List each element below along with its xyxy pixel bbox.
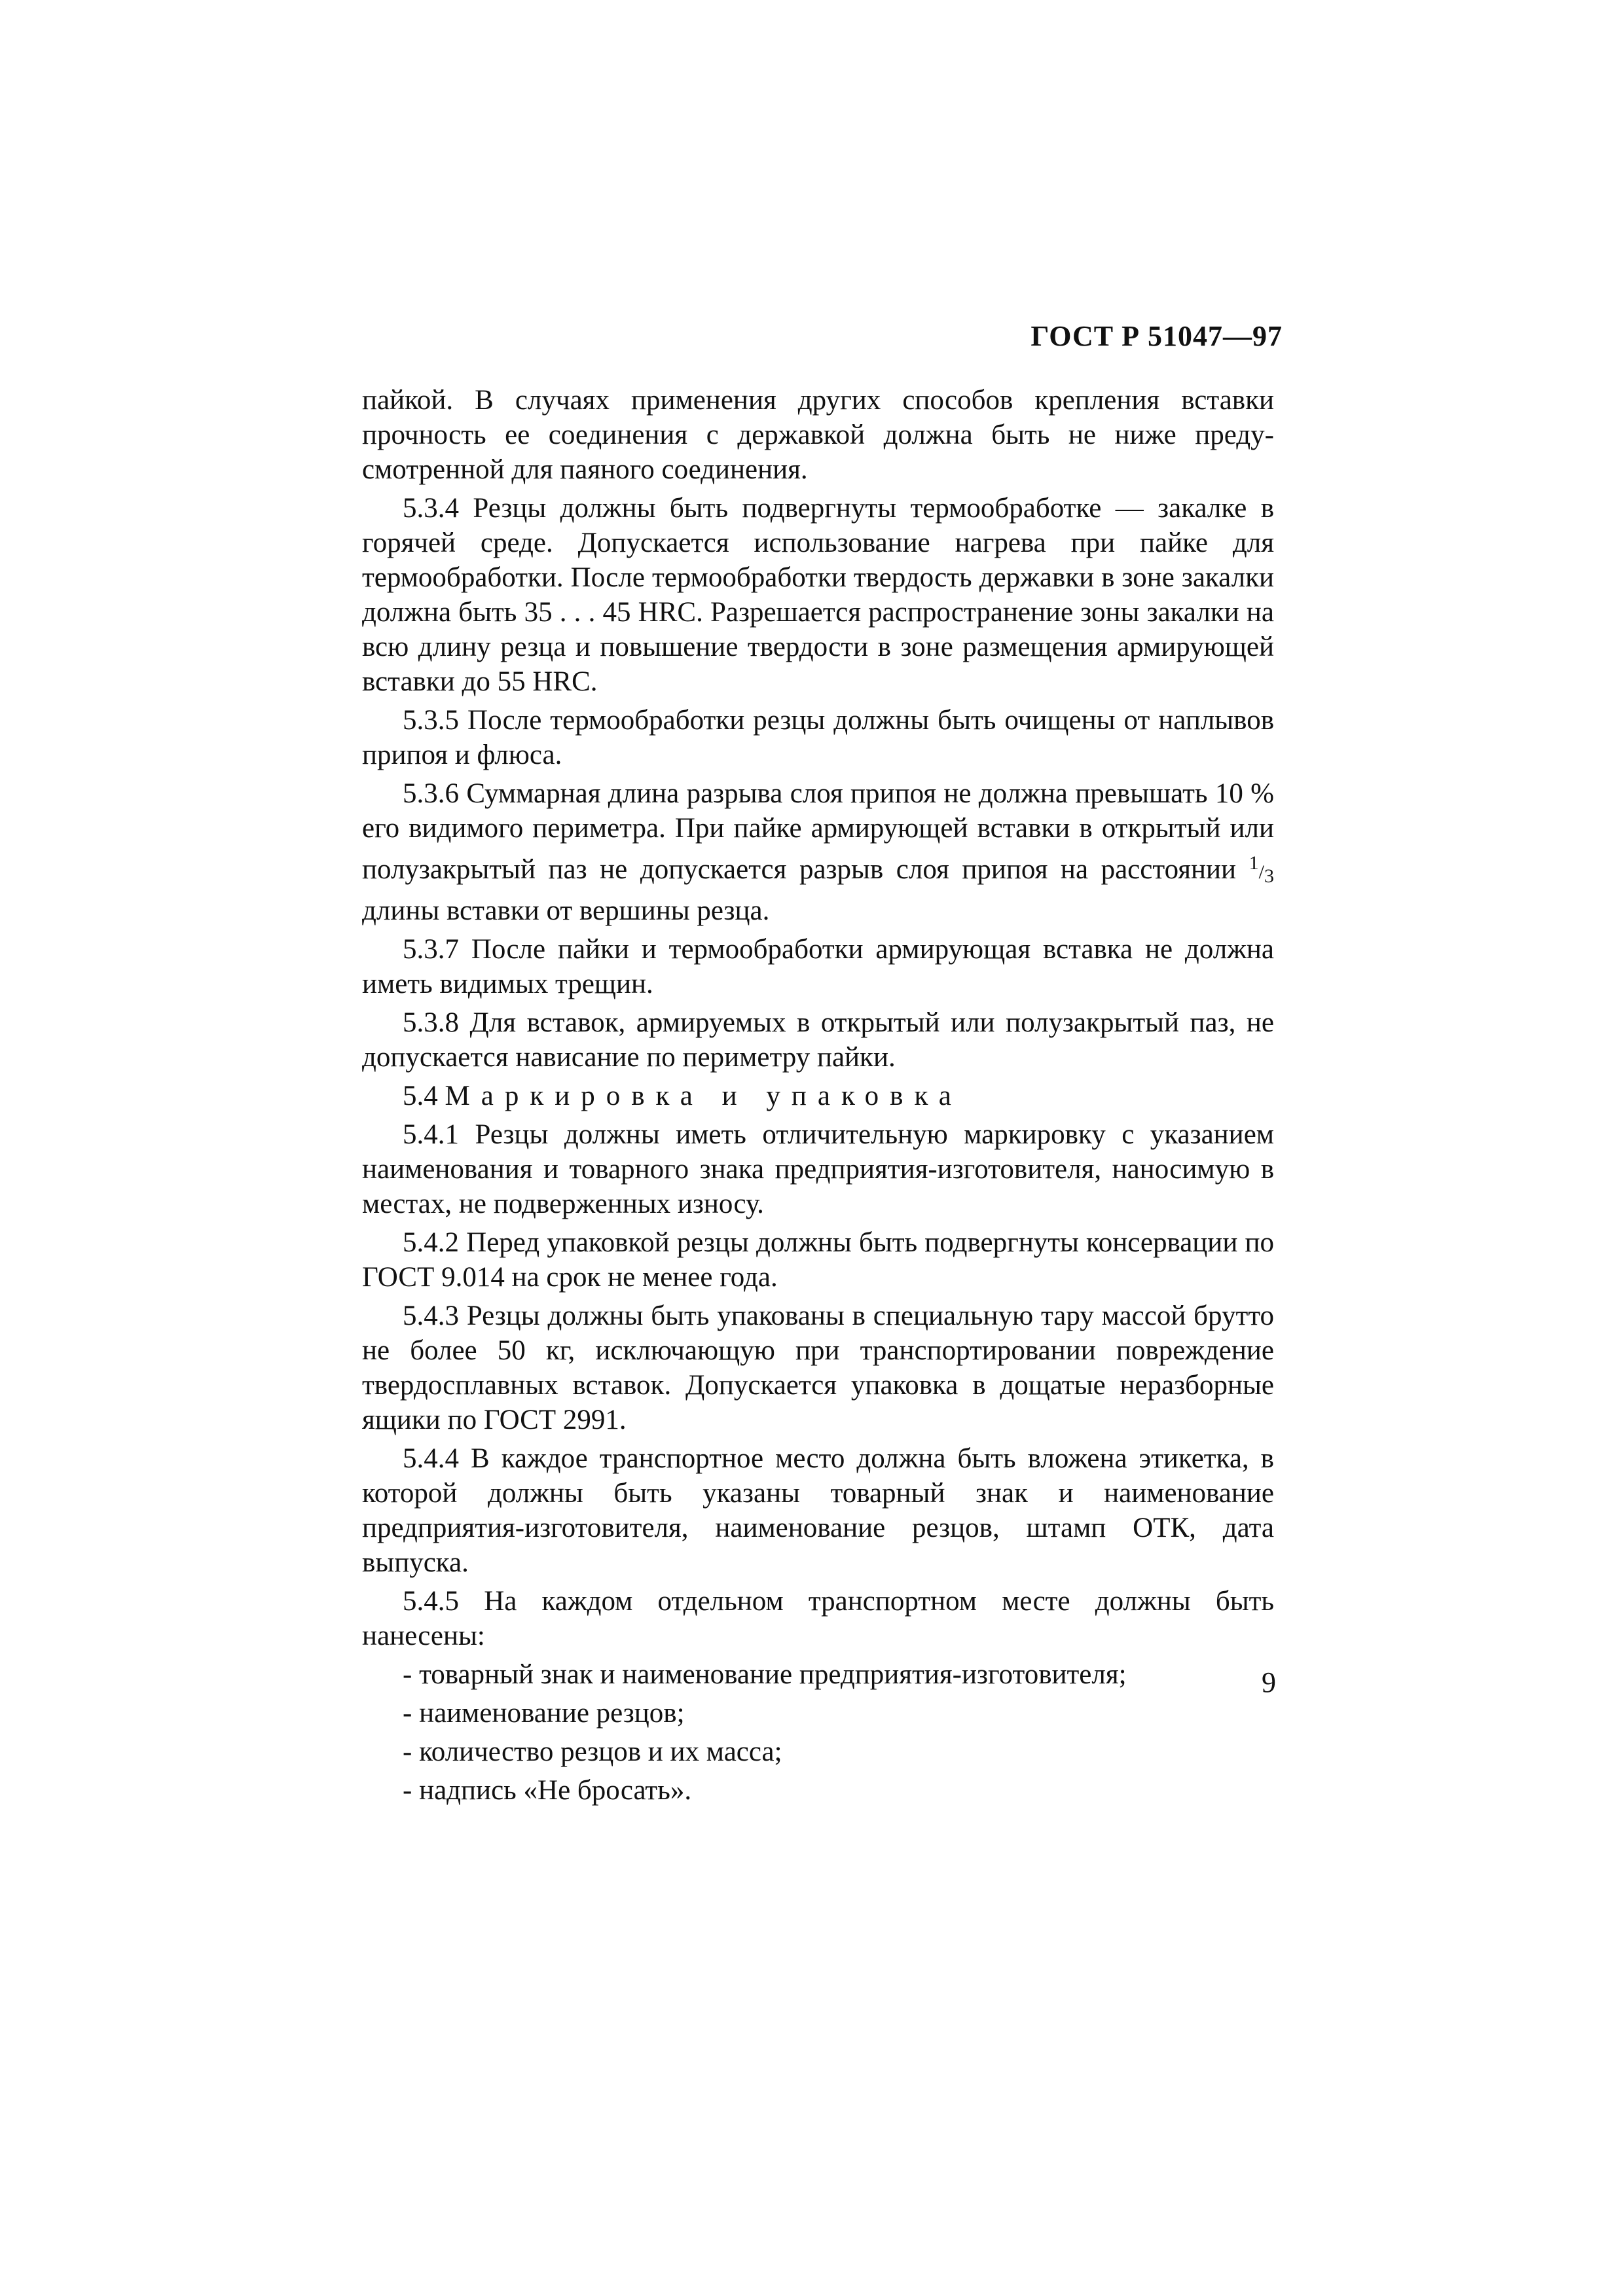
paragraph-continuation: пайкой. В случаях применения других способов крепления вставки прочность ее соединения с державкой должна быть не ниже предусмотренной для паяного соединения.: [362, 385, 1274, 485]
section-title: Маркировка и упаковка: [445, 1081, 962, 1111]
paragraph-5-3-6-text-a: 5.3.6 Суммарная длина разрыва слоя припоя не должна превышать 10 % его видимого периметра. При пайке армирующей вставки в открытый или полузакрытый паз не допускается разрыв слоя припоя на расстоянии: [362, 778, 1274, 885]
section-number: 5.4: [403, 1081, 438, 1111]
page-number: 9: [1262, 1666, 1276, 1698]
paragraph-5-4-4: 5.4.4 В каждое транспортное место должна быть вложена этикетка, в которой должны быть указаны товарный знак и наименование предприятия-изготовителя, наименование резцов, штамп ОТК, дата выпуска.: [362, 1443, 1274, 1578]
paragraph-5-3-4: 5.3.4 Резцы должны быть подвергнуты термообработке — закалке в горячей среде. Допускается использование нагрева при пайке для термообработки. После термообработки твердость державки в зоне закалки должна быть 35 . . . 45 HRC. Разрешается распространение зоны закалки на всю длину резца и повышение твердости в зоне размещения армирующей вставки до 55 HRC.: [362, 493, 1274, 697]
fraction-slash: /: [1258, 861, 1264, 883]
list-item: - товарный знак и наименование предприятия-изготовителя;: [403, 1659, 1127, 1690]
paragraph-5-4-3: 5.4.3 Резцы должны быть упакованы в специальную тару массой брутто не более 50 кг, исключающую при транспортировании повреждение твердосплавных вставок. Допускается упаковка в дощатые неразборные ящики по ГОСТ 2991.: [362, 1300, 1274, 1435]
list-item: - количество резцов и их масса;: [403, 1736, 782, 1767]
fraction-numerator: 1: [1249, 852, 1259, 874]
paragraph-5-4-5: 5.4.5 На каждом отдельном транспортном месте должны быть нанесены:: [362, 1586, 1274, 1651]
paragraph-5-4-1: 5.4.1 Резцы должны иметь отличительную маркировку с указанием наименования и товарного знака предприятия-изготовителя, наносимую в местах, не подверженных износу.: [362, 1119, 1274, 1219]
document-body: [362, 383, 1274, 1812]
marking-list: [362, 1657, 1274, 1808]
section-heading-5-4: [362, 1079, 1274, 1113]
fraction-one-third: [1249, 852, 1274, 887]
paragraph-5-3-6: [362, 776, 1274, 928]
paragraph-5-3-6-text-b: длины вставки от вершины резца.: [362, 895, 770, 926]
fraction-denominator: 3: [1264, 865, 1274, 887]
list-item: - надпись «Не бросать».: [403, 1775, 692, 1806]
paragraph-5-3-5: 5.3.5 После термообработки резцы должны быть очищены от наплывов припоя и флюса.: [362, 705, 1274, 770]
paragraph-5-3-7: 5.3.7 После пайки и термообработки армирующая вставка не должна иметь видимых трещин.: [362, 934, 1274, 999]
list-item: - наименование резцов;: [403, 1698, 685, 1729]
paragraph-5-4-2: 5.4.2 Перед упаковкой резцы должны быть подвергнуты консервации по ГОСТ 9.014 на срок не менее года.: [362, 1227, 1274, 1293]
paragraph-5-3-8: 5.3.8 Для вставок, армируемых в открытый или полузакрытый паз, не допускается нависание по периметру пайки.: [362, 1007, 1274, 1073]
document-code-header: ГОСТ Р 51047—97: [1030, 320, 1283, 352]
